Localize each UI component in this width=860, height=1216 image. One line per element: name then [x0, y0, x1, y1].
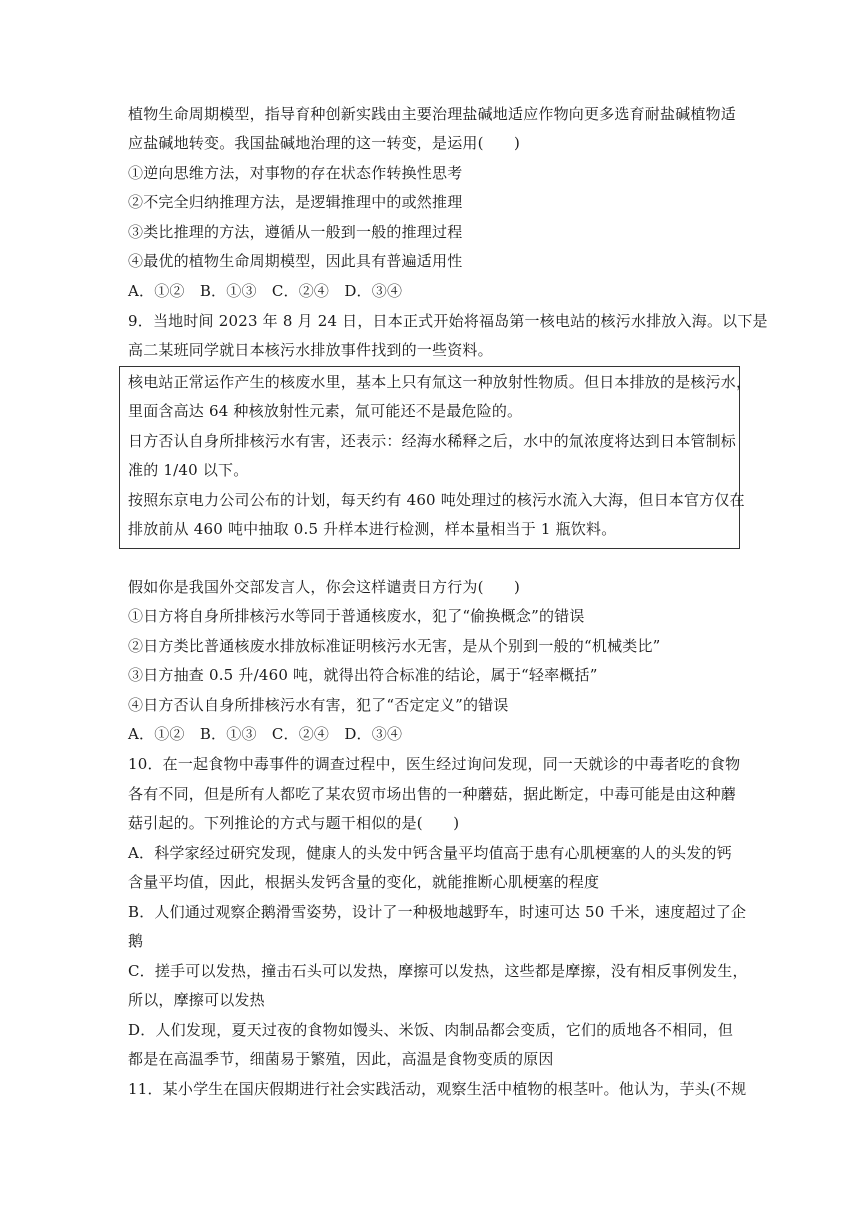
option-line: ④最优的植物生命周期模型，因此具有普遍适用性	[128, 252, 463, 270]
option-line: ④日方否认自身所排核污水有害，犯了“否定定义”的错误	[128, 696, 509, 714]
text-line: 植物生命周期模型，指导育种创新实践由主要治理盐碱地适应作物向更多选育耐盐碱植物适	[128, 105, 737, 123]
option-c: 所以，摩擦可以发热	[128, 991, 265, 1009]
answer-choices: A．①② B．①③ C．②④ D．③④	[128, 725, 403, 743]
option-line: ②日方类比普通核废水排放标准证明核污水无害，是从个别到一般的“机械类比”	[128, 637, 661, 655]
material-line: 按照东京电力公司公布的计划，每天约有 460 吨处理过的核污水流入大海，但日本官方仅在	[128, 491, 745, 509]
material-line: 核电站正常运作产生的核废水里，基本上只有氚这一种放射性物质。但日本排放的是核污水，	[128, 373, 752, 391]
option-d: 都是在高温季节，细菌易于繁殖，因此，高温是食物变质的原因	[128, 1050, 554, 1068]
option-a: A．科学家经过研究发现，健康人的头发中钙含量平均值高于患有心肌梗塞的人的头发的钙	[128, 844, 732, 862]
question-10-stem: 10．在一起食物中毒事件的调查过程中，医生经过询问发现，同一天就诊的中毒者吃的食物	[128, 755, 741, 773]
question-9-prompt: 假如你是我国外交部发言人，你会这样谴责日方行为( )	[128, 578, 521, 596]
option-d: D．人们发现，夏天过夜的食物如馒头、米饭、肉制品都会变质，它们的质地各不相同，但	[128, 1021, 734, 1039]
option-line: ③类比推理的方法，遵循从一般到一般的推理过程	[128, 223, 463, 241]
material-line: 日方否认自身所排核污水有害，还表示：经海水稀释之后，水中的氚浓度将达到日本管制标	[128, 432, 737, 450]
material-line: 排放前从 460 吨中抽取 0.5 升样本进行检测，样本量相当于 1 瓶饮料。	[128, 520, 617, 538]
question-10-stem: 各有不同，但是所有人都吃了某农贸市场出售的一种蘑菇，据此断定，中毒可能是由这种蘑	[128, 785, 737, 803]
option-a: 含量平均值，因此，根据头发钙含量的变化，就能推断心肌梗塞的程度	[128, 873, 600, 891]
option-line: ①日方将自身所排核污水等同于普通核废水，犯了“偷换概念”的错误	[128, 607, 585, 625]
option-line: ②不完全归纳推理方法，是逻辑推理中的或然推理	[128, 193, 463, 211]
option-c: C．搓手可以发热，撞击石头可以发热，摩擦可以发热，这些都是摩擦，没有相反事例发生，	[128, 962, 748, 980]
answer-choices: A．①② B．①③ C．②④ D．③④	[128, 282, 403, 300]
question-9-stem: 高二某班同学就日本核污水排放事件找到的一些资料。	[128, 341, 493, 359]
material-line: 准的 1/40 以下。	[128, 461, 249, 479]
option-b: 鹅	[128, 932, 144, 950]
option-line: ③日方抽查 0.5 升/460 吨，就得出符合标准的结论，属于“轻率概括”	[128, 666, 598, 684]
question-10-stem: 菇引起的。下列推论的方式与题干相似的是( )	[128, 814, 460, 832]
material-line: 里面含高达 64 种核放射性元素，氚可能还不是最危险的。	[128, 402, 523, 420]
question-9-stem: 9．当地时间 2023 年 8 月 24 日，日本正式开始将福岛第一核电站的核污水排放入海。以下是	[128, 312, 768, 330]
text-line: 应盐碱地转变。我国盐碱地治理的这一转变，是运用( )	[128, 134, 521, 152]
question-11-stem: 11．某小学生在国庆假期进行社会实践活动，观察生活中植物的根茎叶。他认为，芋头(不规	[128, 1080, 747, 1098]
option-b: B．人们通过观察企鹅滑雪姿势，设计了一种极地越野车，时速可达 50 千米，速度超过了企	[128, 903, 747, 921]
option-line: ①逆向思维方法，对事物的存在状态作转换性思考	[128, 164, 463, 182]
